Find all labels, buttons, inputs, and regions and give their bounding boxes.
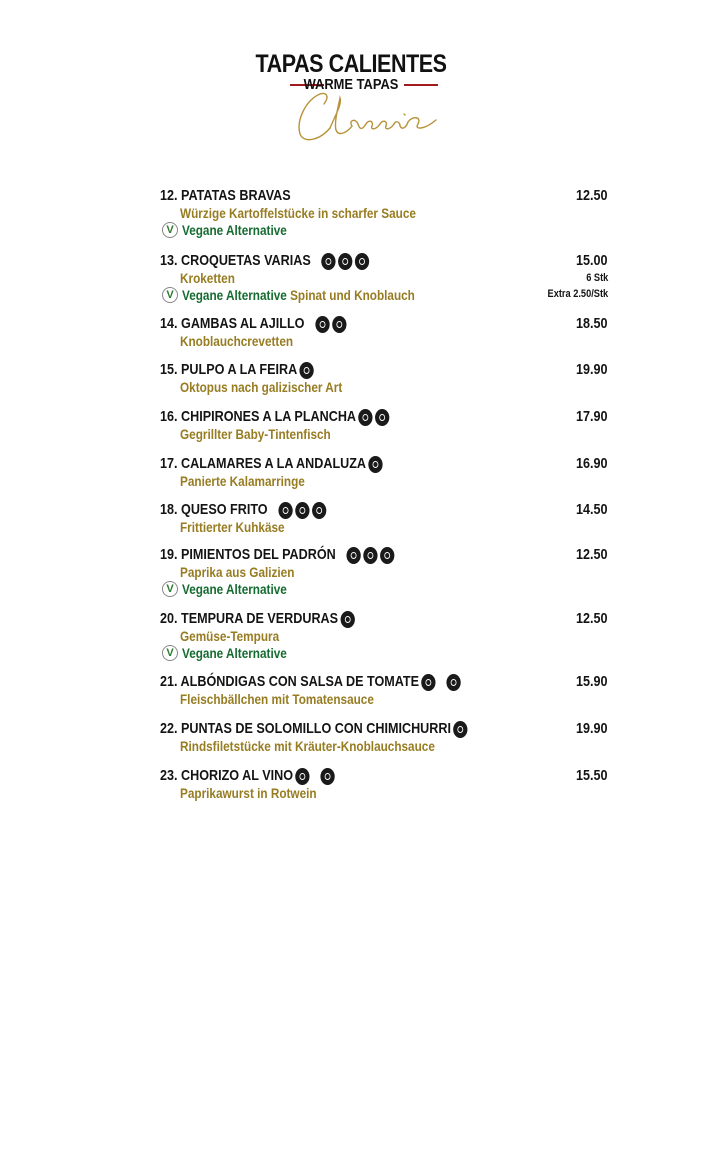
- item-price: 12.50: [576, 610, 608, 627]
- vegan-icon: V: [162, 287, 178, 303]
- item-name: 17. CALAMARES A LA ANDALUZA: [160, 455, 383, 473]
- vegan-label: Vegane Alternative Spinat und Knoblauch: [182, 287, 415, 303]
- menu-item-23: [160, 767, 610, 803]
- vegan-row: [162, 579, 307, 599]
- item-name: 21. ALBÓNDIGAS CON SALSA DE TOMATE: [160, 673, 461, 691]
- vegan-row: [162, 643, 307, 663]
- milk-icon: [295, 502, 309, 519]
- fish-icon: [300, 362, 314, 379]
- item-price: 15.00: [576, 252, 608, 269]
- sesame-icon: [347, 547, 361, 564]
- item-description: Kroketten: [180, 270, 235, 286]
- item-name: 23. CHORIZO AL VINO: [160, 767, 335, 785]
- item-price: 17.90: [576, 408, 608, 425]
- vegan-icon: V: [162, 645, 178, 661]
- item-note-extra: Extra 2.50/Stk: [547, 288, 608, 300]
- item-price: 14.50: [576, 501, 608, 518]
- nut-icon: [312, 502, 326, 519]
- wheat-icon: [341, 611, 355, 628]
- item-name: 22. PUNTAS DE SOLOMILLO CON CHIMICHURRI: [160, 720, 468, 738]
- item-price: 15.90: [576, 673, 608, 690]
- crustacean-icon: [332, 316, 346, 333]
- item-price: 16.90: [576, 455, 608, 472]
- item-name: 12. PATATAS BRAVAS: [160, 187, 291, 204]
- vegan-icon: V: [162, 581, 178, 597]
- item-description: Fleischbällchen mit Tomatensauce: [180, 691, 374, 707]
- sulfite-icon: [375, 409, 389, 426]
- vegan-label: Vegane Alternative: [182, 222, 287, 238]
- item-name: 18. QUESO FRITO: [160, 501, 326, 519]
- classic-script-logo: [290, 84, 450, 148]
- item-description: Gemüse-Tempura: [180, 628, 280, 644]
- item-description: Knoblauchcrevetten: [180, 333, 294, 349]
- item-description: Paprika aus Galizien: [180, 564, 295, 580]
- menu-item-19: [160, 546, 610, 598]
- menu-subtitle: WARME TAPAS: [303, 76, 399, 93]
- menu-item-14: [160, 315, 610, 351]
- vegan-label: Vegane Alternative: [182, 645, 287, 661]
- menu-item-16: [160, 408, 610, 444]
- sulfite-icon: [315, 316, 329, 333]
- item-name: 19. PIMIENTOS DEL PADRÓN: [160, 546, 395, 564]
- item-name: 14. GAMBAS AL AJILLO: [160, 315, 346, 333]
- sulfite-icon: [296, 768, 310, 785]
- item-name: 20. TEMPURA DE VERDURAS: [160, 610, 355, 628]
- menu-item-12: [160, 187, 610, 239]
- beef-icon: [454, 721, 468, 738]
- item-description: Rindsfiletstücke mit Kräuter-Knoblauchsauce: [180, 738, 435, 754]
- egg-icon: [338, 253, 352, 270]
- item-name: 15. PULPO A LA FEIRA: [160, 361, 314, 379]
- item-description: Frittierter Kuhkäse: [180, 519, 285, 535]
- item-description: Gegrillter Baby-Tintenfisch: [180, 426, 331, 442]
- vegan-row: [162, 285, 459, 305]
- menu-title: TAPAS CALIENTES: [255, 50, 447, 78]
- wheat-icon: [369, 456, 383, 473]
- menu-item-18: [160, 501, 610, 537]
- menu-item-17: [160, 455, 610, 491]
- wheat-icon: [355, 253, 369, 270]
- item-price: 12.50: [576, 187, 608, 204]
- vegan-row: [162, 220, 307, 240]
- vegan-icon: V: [162, 222, 178, 238]
- sulfite-icon: [380, 547, 394, 564]
- vegan-label: Vegane Alternative: [182, 581, 287, 597]
- item-price: 15.50: [576, 767, 608, 784]
- menu-item-21: [160, 673, 610, 709]
- menu-item-22: [160, 720, 610, 756]
- item-description: Oktopus nach galizischer Art: [180, 379, 343, 395]
- menu-item-13: [160, 252, 610, 304]
- milk-icon: [322, 253, 336, 270]
- beef-icon: [447, 674, 461, 691]
- item-note-quantity: 6 Stk: [585, 272, 608, 284]
- item-price: 19.90: [576, 720, 608, 737]
- item-name: 16. CHIPIRONES A LA PLANCHA: [160, 408, 390, 426]
- fish-icon: [359, 409, 373, 426]
- wheat-icon: [363, 547, 377, 564]
- item-description: Panierte Kalamarringe: [180, 473, 305, 489]
- item-description: Paprikawurst in Rotwein: [180, 785, 317, 801]
- egg-icon: [279, 502, 293, 519]
- menu-item-15: [160, 361, 610, 397]
- item-price: 19.90: [576, 361, 608, 378]
- wheat-icon: [422, 674, 436, 691]
- item-price: 18.50: [576, 315, 608, 332]
- item-description: Würzige Kartoffelstücke in scharfer Sauce: [180, 205, 416, 221]
- item-name: 13. CROQUETAS VARIAS: [160, 252, 370, 270]
- menu-item-20: [160, 610, 610, 662]
- pork-icon: [321, 768, 335, 785]
- item-price: 12.50: [576, 546, 608, 563]
